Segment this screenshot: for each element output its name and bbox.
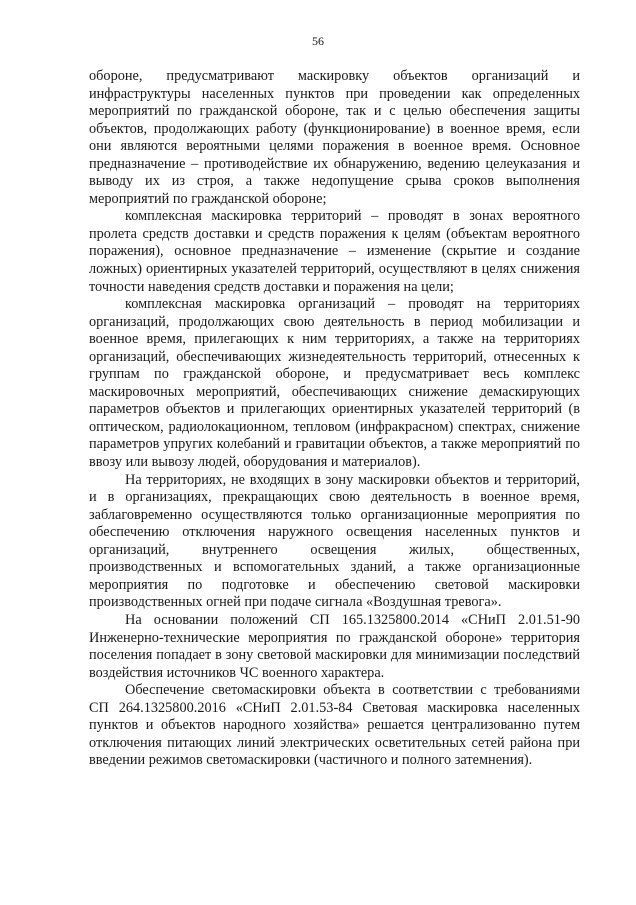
paragraph-4: На территориях, не входящих в зону маскировки объектов и территорий, и в организациях, прекращающих свою деятельность в военное время, заблаговременно осуществляются только организационные мероприятия по обеспечению отключения наружного освещения населенных пунктов и организаций, внутреннего освещения жилых, общественных, производственных и вспомогательных зданий, а также организационные мероприятия по подготовке и обеспечению световой маскировки производственных огней при подаче сигнала «Воздушная тревога». <box>89 471 580 611</box>
page-number: 56 <box>312 34 324 48</box>
paragraph-5: На основании положений СП 165.1325800.2014 «СНиП 2.01.51-90 Инженерно-технические мероприятия по гражданской обороне» территория поселения попадает в зону световой маскировки для минимизации последствий воздействия источников ЧС военного характера. <box>89 611 580 681</box>
paragraph-6: Обеспечение светомаскировки объекта в соответствии с требованиями СП 264.1325800.2016 «СНиП 2.01.53-84 Световая маскировка населенных пунктов и объектов народного хозяйства» решается централизованно путем отключения питающих линий электрических осветительных сетей района при введении режимов светомаскировки (частичного и полного затемнения). <box>89 682 580 769</box>
document-body <box>89 68 580 770</box>
paragraph-1: обороне, предусматривают маскировку объектов организаций и инфраструктуры населенных пунктов при проведении как определенных мероприятий по гражданской обороне, так и с целью обеспечения защиты объектов, продолжающих работу (функционирование) в военное время, если они являются вероятными целями поражения в военное время. Основное предназначение – противодействие их обнаружению, ведению целеуказания и выводу их из строя, а также недопущение срыва сроков выполнения мероприятий по гражданской обороне; <box>89 68 580 207</box>
paragraph-2: комплексная маскировка территорий – проводят в зонах вероятного пролета средств доставки и средств поражения к целям (объектам вероятного поражения), основное предназначение – изменение (скрытие и создание ложных) ориентирных указателей территорий, осуществляют в целях снижения точности наведения средств доставки и поражения на цели; <box>89 208 580 295</box>
paragraph-3: комплексная маскировка организаций – проводят на территориях организаций, продолжающих свою деятельность в период мобилизации и военное время, прилегающих к ним территориях, а также на территориях организаций, обеспечивающих жизнедеятельность территорий, отнесенных к группам по гражданской обороне, и предусматривает весь комплекс маскировочных мероприятий, обеспечивающих снижение демаскирующих параметров объектов и прилегающих ориентирных указателей территорий (в оптическом, радиолокационном, тепловом (инфракрасном) спектрах, снижение параметров упругих колебаний и гравитации объектов, а также мероприятий по ввозу или вывозу людей, оборудования и материалов). <box>89 296 580 471</box>
